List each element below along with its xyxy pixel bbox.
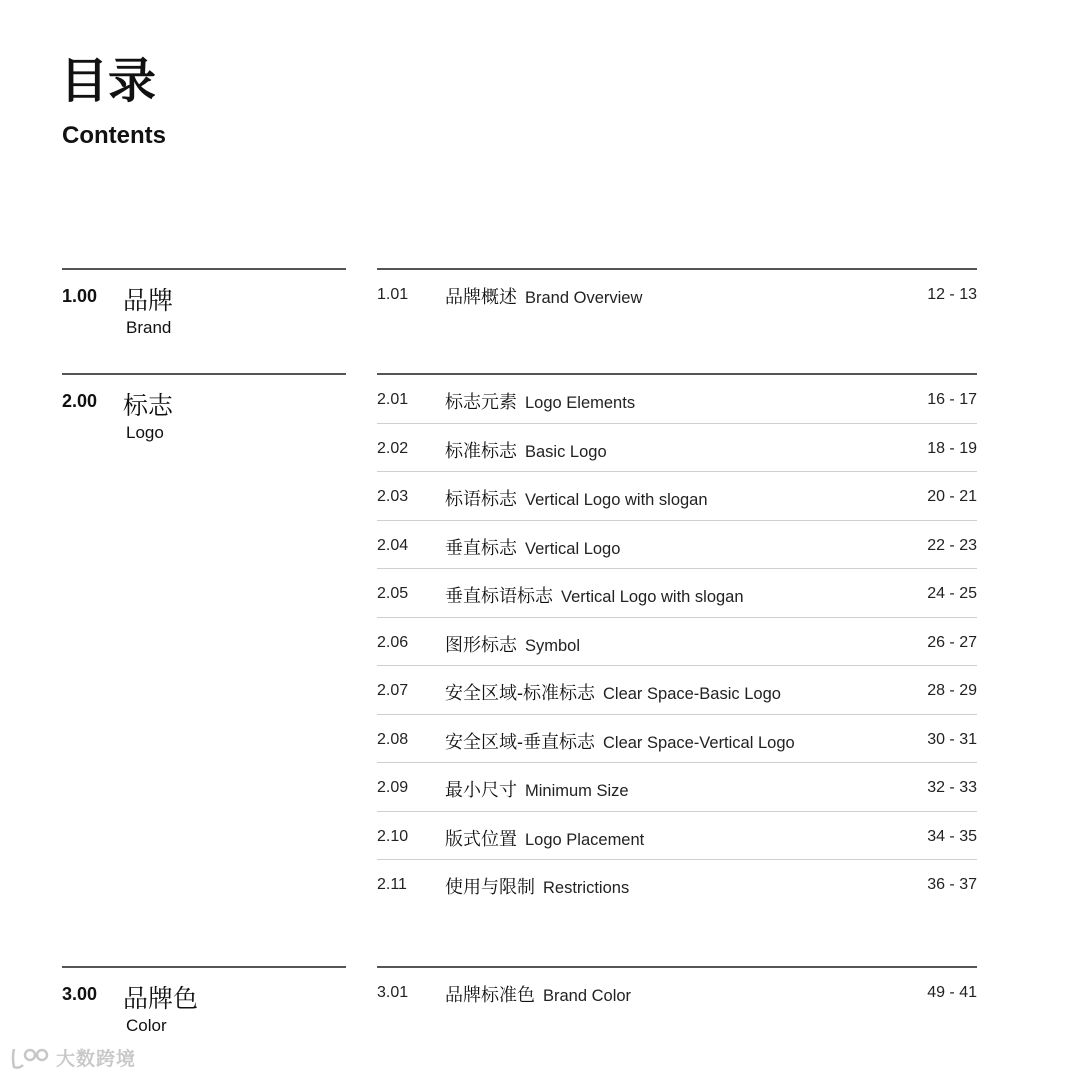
entry-number: 2.03 [377, 488, 409, 505]
toc-entry[interactable] [377, 966, 977, 1016]
entry-title-cn: 使用与限制 [445, 877, 535, 897]
entry-title-en: Symbol [525, 636, 581, 655]
entry-title-cn: 品牌标准色 [445, 985, 535, 1005]
entry-title-en: Clear Space-Vertical Logo [603, 733, 795, 752]
entry-title-cn: 安全区域-垂直标志 [445, 731, 595, 752]
section-title-cn: 品牌 [123, 287, 174, 315]
watermark [10, 1044, 136, 1071]
watermark-text: 大数跨境 [56, 1049, 137, 1070]
entry-pages: 49 - 41 [927, 984, 977, 1001]
toc-entry[interactable] [377, 762, 977, 811]
entry-number: 2.11 [377, 876, 407, 893]
entry-title-en: Vertical Logo [525, 539, 621, 558]
entry-number: 2.10 [377, 827, 409, 845]
entry-pages: 18 - 19 [927, 439, 977, 457]
entry-number: 2.04 [377, 536, 409, 554]
entry-pages: 32 - 33 [927, 779, 977, 796]
entry-title-cn: 标准标志 [445, 440, 517, 461]
section-number: 3.00 [62, 984, 98, 1004]
section-divider [62, 966, 346, 968]
entry-list [377, 373, 977, 908]
entry-title-en: Restrictions [543, 879, 630, 897]
entry-number: 2.09 [377, 779, 409, 796]
section-divider [62, 268, 346, 270]
entry-title-cn: 标志元素 [445, 392, 517, 412]
entry-pages: 28 - 29 [927, 682, 977, 699]
toc-entry[interactable] [377, 568, 977, 617]
page-subtitle: Contents [62, 122, 166, 149]
entry-title-en: Logo Elements [525, 394, 636, 412]
entry-title-en: Brand Color [543, 987, 632, 1005]
section-title-cn: 标志 [123, 392, 174, 420]
entry-title-cn: 图形标志 [445, 634, 517, 655]
entry-title-en: Brand Overview [525, 289, 643, 307]
entry-number: 2.02 [377, 439, 409, 457]
entry-pages: 22 - 23 [927, 536, 977, 554]
section-title-en: Brand [126, 318, 172, 337]
toc-entry[interactable] [377, 373, 977, 423]
entry-title-cn: 垂直标志 [445, 537, 517, 558]
entry-number: 2.08 [377, 730, 409, 748]
entry-title-cn: 品牌概述 [445, 287, 517, 307]
watermark-logo-icon [10, 1045, 50, 1071]
entry-list [377, 966, 977, 1016]
toc-entry[interactable] [377, 859, 977, 908]
entry-pages: 26 - 27 [927, 633, 977, 651]
section-divider [62, 373, 346, 375]
entry-number: 2.05 [377, 585, 409, 602]
entry-title-cn: 安全区域-标准标志 [445, 683, 595, 703]
toc-entry[interactable] [377, 423, 977, 472]
entry-number: 2.01 [377, 391, 409, 408]
entry-title-en: Basic Logo [525, 442, 607, 461]
entry-pages: 34 - 35 [927, 827, 977, 845]
section-title-cn: 品牌色 [123, 985, 199, 1013]
entry-number: 3.01 [377, 984, 409, 1001]
toc-entry[interactable] [377, 811, 977, 860]
entry-list [377, 268, 977, 318]
entry-pages: 36 - 37 [927, 876, 977, 893]
entry-title-cn: 最小尺寸 [445, 780, 517, 800]
entry-pages: 30 - 31 [927, 730, 977, 748]
entry-title-cn: 标语标志 [445, 489, 517, 509]
toc-entry[interactable] [377, 520, 977, 569]
entry-pages: 20 - 21 [927, 488, 977, 505]
entry-title-cn: 垂直标语标志 [445, 586, 553, 606]
section-number: 2.00 [62, 391, 98, 411]
section-title-en: Color [126, 1016, 167, 1035]
toc-entry[interactable] [377, 268, 977, 318]
toc-entry[interactable] [377, 471, 977, 520]
entry-pages: 24 - 25 [927, 585, 977, 602]
toc-entry[interactable] [377, 714, 977, 763]
toc-entry[interactable] [377, 617, 977, 666]
entry-title-cn: 版式位置 [445, 828, 517, 849]
page-title: 目录 [60, 55, 157, 108]
entry-title-en: Vertical Logo with slogan [561, 588, 744, 606]
entry-number: 2.06 [377, 633, 409, 651]
section-title-en: Logo [126, 423, 164, 442]
toc-entry[interactable] [377, 665, 977, 714]
entry-title-en: Vertical Logo with slogan [525, 491, 708, 509]
entry-number: 2.07 [377, 682, 409, 699]
entry-title-en: Logo Placement [525, 830, 645, 849]
entry-pages: 12 - 13 [927, 286, 977, 303]
entry-pages: 16 - 17 [927, 391, 977, 408]
entry-title-en: Clear Space-Basic Logo [603, 685, 781, 703]
entry-number: 1.01 [377, 286, 409, 303]
section-number: 1.00 [62, 286, 98, 306]
entry-title-en: Minimum Size [525, 782, 629, 800]
